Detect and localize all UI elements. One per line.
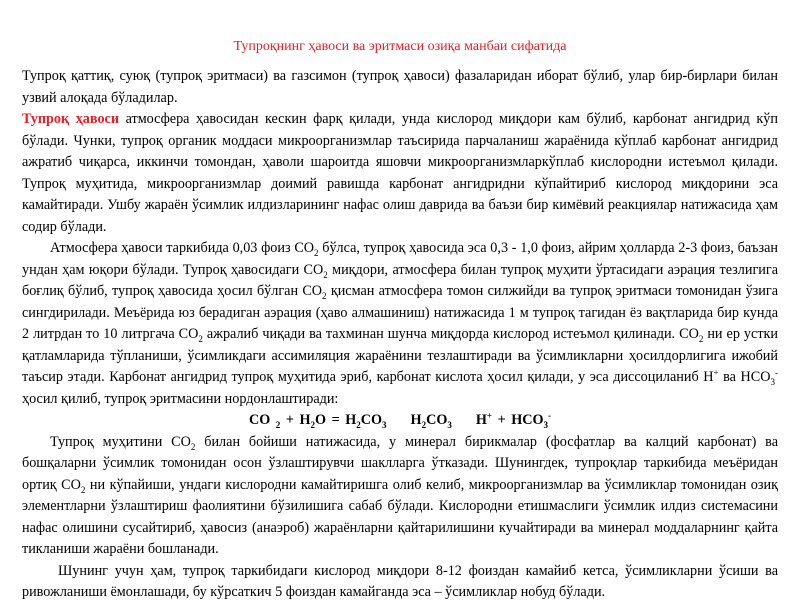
term-soil-air: Тупроқ ҳавоси xyxy=(22,111,120,127)
superscript: - xyxy=(548,410,552,421)
formula-part: + HCO xyxy=(492,412,544,428)
formula-part: + H xyxy=(280,412,311,428)
text-fragment: Тупроқ муҳитини CO xyxy=(50,433,191,450)
subscript: 3 xyxy=(382,419,387,430)
formula-part: O = H xyxy=(315,412,357,428)
superscript: + xyxy=(713,367,719,378)
subscript: 2 xyxy=(314,247,319,258)
formula-part: CO xyxy=(360,412,383,428)
formula-part: CO xyxy=(248,412,276,428)
text-fragment: қисман атмосфера томон силжийди ва тупроқ эритмаси томонидан ўзига сингдирилади. Меъёрида юз берадиган аэрация (ҳаво алмашиниш) натижасида 1 м тупроқ тагидан ёз вақтларида бир кунда 2 литрдан то 10 литргача CO xyxy=(22,283,778,342)
paragraph-oxygen-threshold xyxy=(22,561,778,604)
formula-part: CO xyxy=(426,412,448,428)
paragraph-phases xyxy=(22,66,778,109)
formula-part: H xyxy=(410,412,422,428)
superscript: - xyxy=(775,367,778,378)
text-fragment: ни ер устки қатламларида тўпланиши, ўсимликдаги ассимиляция жараёнини тезлаштиради ва ўсимликларни ҳосилдорлигига ижобий таъсир этади. Карбонат ангидрид тупроқ муҳитида эриб, карбонат кислота ҳосил қилади, у эса диссоциланиб H xyxy=(22,326,778,385)
subscript: 2 xyxy=(698,333,704,344)
superscript: + xyxy=(486,410,493,421)
subscript: 2 xyxy=(275,419,281,430)
paragraph-co2-content xyxy=(22,238,778,410)
subscript: 2 xyxy=(190,441,196,452)
subscript: 2 xyxy=(310,419,315,430)
text-fragment: ни кўпайиши, ундаги кислородни камайтиришга олиб келиб, микроорганизмлар ва ўсимликлар томонидан озиқ элементларни ўзлаштириш фаолиятини бўзилишига сабаб бўлади. Кислородни етишмаслиги ўсимлик илдиз системасини нафас олишини сусайтириб, ҳавосиз (анаэроб) жараёнларни қайтарилишини кучайтиради ва минерал моддаларнинг қайта тикланиши жараёни бошланади. xyxy=(22,476,778,557)
subscript: 2 xyxy=(322,290,327,301)
subscript: 2 xyxy=(323,269,328,280)
paragraph-soil-air-text: атмосфера ҳавосидан кескин фарқ қилади, унда кислород миқдори кам бўлиб, карбонат ангидрид кўп бўлади. Чунки, тупроқ органик моддаси микроорганизмлар таъсирида парчаланиш жараёнида кўплаб карбонат ангидрид ажратиб чиқарса, иккинчи томондан, ҳаволи шароитда яшовчи микроорганизмларкўплаб кислородни истеъмол қилади. Тупроқ муҳитида, микроорганизмлар доимий равишда карбонат ангидридни кўпайтириб кислород миқдорини эса камайтиради. Ушбу жараён ўсимлик илдизларининг нафас олиш даврида ва баъзи бир кимёвий реакциялар натижасида ҳам содир бўлади. xyxy=(22,111,778,235)
subscript: 2 xyxy=(80,484,86,495)
text-fragment: билан бойиши натижасида, у минерал бирикмалар (фосфатлар ва калций карбонат) ва бошқаларни ўсимлик томонидан осон ўзлаштирувчи шаклларга ўтказади. Шунингдек, тупроқлар таркибида меъёридан ортиқ CO xyxy=(22,433,778,493)
text-fragment: миқдори, атмосфера билан тупроқ муҳити ўртасидаги аэрация тезлигига боғлиқ бўлиб, тупроқ ҳавосида ҳосил бўлган CO xyxy=(22,261,778,299)
text-fragment: ажралиб чиқади ва тахминан шунча миқдорда кислород истеъмол қилинади. CO xyxy=(202,326,699,342)
subscript: 3 xyxy=(543,419,549,430)
paragraph-soil-air xyxy=(22,109,778,238)
page-title: Тупроқнинг ҳавоси ва эритмаси озиқа манбаи сифатида xyxy=(233,39,567,54)
subscript: 2 xyxy=(356,419,361,430)
paragraph-oxygen-threshold-text: Шунинг учун ҳам, тупроқ таркибидаги кислород миқдори 8-12 фоиздан камайиб кетса, ўсимликларни ўсиши ва ривожланиши ёмонлашади, бу кўрсаткич 5 фоиздан камайганда эса – ўсимликлар нобуд бўлади. xyxy=(22,562,778,600)
subscript: 2 xyxy=(198,333,203,344)
formula-part: H xyxy=(475,412,487,428)
subscript: 3 xyxy=(447,419,452,430)
text-fragment: бўлса, тупроқ ҳавосида эса 0,3 - 1,0 фоиз, айрим ҳолларда 2-3 фоиз, баъзан ундан ҳам юқори бўлади. Тупроқ ҳавосидаги CO xyxy=(22,240,778,278)
text-fragment: ва HCO xyxy=(718,369,771,385)
text-fragment: Атмосфера ҳавоси таркибида 0,03 фоиз CO xyxy=(50,240,315,256)
paragraph-co2-enrichment xyxy=(22,432,778,561)
subscript: 3 xyxy=(770,376,775,387)
paragraph-phases-text: Тупроқ қаттиқ, суюқ (тупроқ эритмаси) ва газсимон (тупроқ ҳавоси) фазаларидан иборат бўлиб, улар бир-бирлари билан узвий алоқада бўладилар. xyxy=(22,68,778,106)
subscript: 2 xyxy=(421,419,427,430)
text-fragment: ҳосил қилиб, тупроқ эритмасини нордонлаштиради: xyxy=(22,390,339,407)
chemical-equation xyxy=(22,410,778,432)
